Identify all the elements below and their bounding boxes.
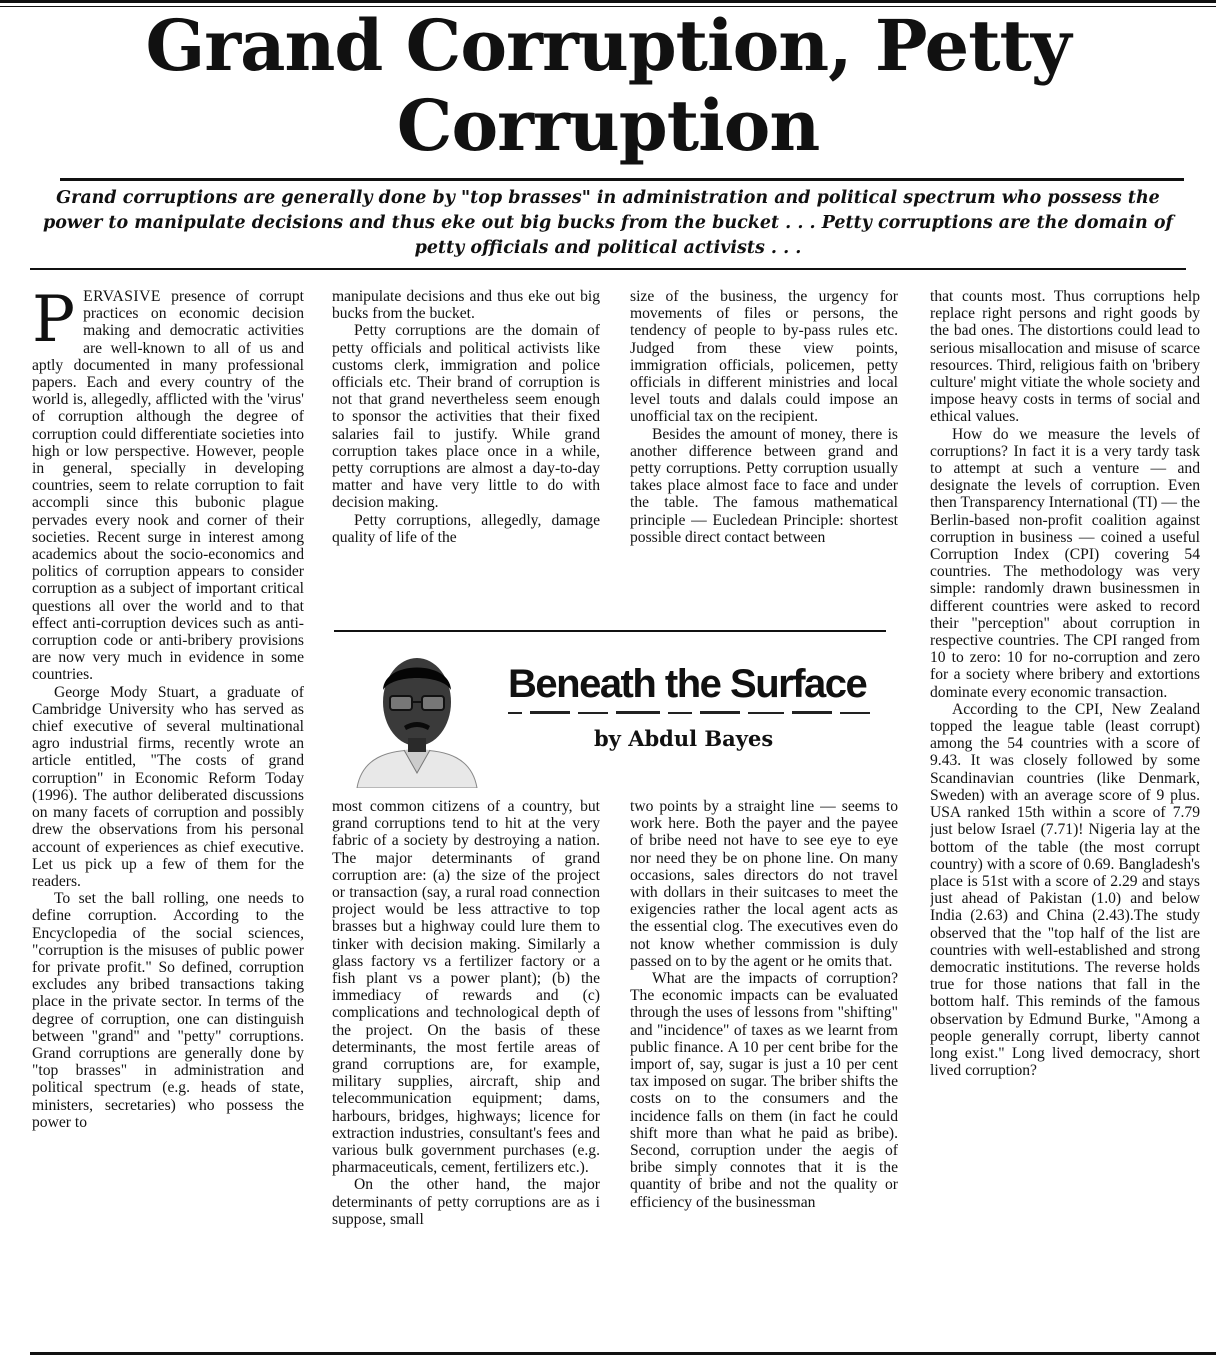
deck-rule-top [60, 178, 1184, 181]
paragraph: that counts most. Thus corruptions help replace right persons and right goods by the bad ones. The distortions could lead to serious misallocation and misuse of scarce resources. Third, religious faith on 'bribery culture' might vitiate the whole society and impose heavy costs in terms of social and ethical values. [930, 288, 1200, 426]
column-label-box [334, 630, 886, 792]
paragraph: most common citizens of a country, but grand corruptions tend to hit at the very fabric of a society by destroying a nation. The major determinants of grand corruption are: (a) the size of the project or transaction (say, a rural road connection project would be less attractive to top brasses but a highway could lure them to tinker with decision making. Similarly a glass factory vs a fertilizer factory or a fish plant vs a power plant); (b) the immediacy of rewards and (c) complications and technological depth of the project. On the basis of these determinants, the most fertile areas of grand corruptions are, for example, military supplies, aircraft, ship and telecommunication equipment; dams, harbours, bridges, highways; licence for extraction industries, consultant's fees and various bulk government purchases (e.g. pharmaceuticals, cement, fertilizers etc.). [332, 798, 600, 1177]
top-rule [0, 0, 1216, 3]
paragraph: To set the ball rolling, one needs to define corruption. According to the Encyclopedia of the social sciences, "corruption is the misuses of public power for private profit." So defined, corruption excludes any bribed transactions taking place in the private sector. In terms of the degree of corruption, one can distinguish between "grand" and "petty" corruptions. Grand corruptions are generally done by "top brasses" in administration and political spectrum (e.g. heads of state, ministers, secretaries) who possess the power to [32, 890, 304, 1131]
paragraph: On the other hand, the major determinants of petty corruptions are as i suppose, small [332, 1176, 600, 1228]
paragraph: What are the impacts of corruption? The economic impacts can be evaluated through the uses of lessons from "shifting" and "incidence" of taxes as we learnt from public finance. A 10 per cent bribe for the import of, say, sugar is just a 10 per cent tax imposed on sugar. The briber shifts the costs on to the consumers and the incidence falls on them (in fact he could shift more than what he paid as bribe). Second, corruption under the aegis of bribe simply connotes that it is the quantity of bribe and not the quality or efficiency of the businessman [630, 970, 898, 1211]
byline: by Abdul Bayes [594, 726, 774, 751]
dashed-rule [508, 710, 878, 716]
column-2-bottom [332, 798, 600, 1344]
lead-in: ERVASIVE [83, 288, 161, 305]
paragraph: How do we measure the levels of corruptions? In fact it is a very tardy task to attempt at such a venture — and designate the levels of corruption. Even then Transparency International (TI) — the Berlin-based non-profit coalition against corruption in business — coined a useful Corruption Index (CPI) covering 54 countries. The methodology was very simple: randomly drawn businessmen in different countries were asked to record their "perception" about corruption in respective countries. The CPI ranged from 10 to zero: 10 for no-corruption and zero for a society where bribery and extortions dominate every economic transaction. [930, 425, 1200, 701]
bottom-rule [30, 1352, 1216, 1355]
paragraph: manipulate decisions and thus eke out big bucks from the bucket. [332, 288, 600, 323]
paragraph: According to the CPI, New Zealand topped the league table (least corrupt) among the 54 countries with a score of 9.43. It was closely followed by some Scandinavian countries (like Denmark, Sweden) with an average score of 9 plus. USA ranked 15th within a score of 7.79 just below Israel (7.71)! Nigeria lay at the bottom of the table (the most corrupt country) with a score of 0.69. Bangladesh's place is 51st with a score of 2.29 and stays just ahead of Pakistan (1.0) and below India (2.63) and China (2.43).The study observed that the "top half of the list are countries with well-established and strong democratic institutions. The reverse holds true for those nations that fall in the bottom half. This reminds of the famous observation by Edmund Burke, "Among a people generally corrupt, liberty cannot long exist." Long lived democracy, short lived corruption? [930, 700, 1200, 1080]
author-photo [342, 638, 492, 788]
column-2-top [332, 288, 600, 614]
headline-line1: Grand Corruption, Petty [145, 4, 1071, 87]
column-1 [32, 288, 304, 1344]
column-label: Beneath the Surface [508, 662, 867, 706]
column-3-top [630, 288, 898, 614]
paragraph-text: presence of corrupt practices on economic decision making and democratic activities are well-known to all of us and aptly documented in many professional papers. Each and every country of the world is, allegedly, afflicted with the 'virus' of corruption although the degree of corruption could differentiate societies into high or low perspective. However, people in general, specially in developing countries, seem to relate corruption to fait accompli since this bubonic plague pervades every nook and corner of their societies. Recent surge in interest among academics about the socio-economics and politics of corruption appears to consider corruption as a subject of important critical questions all over the world and to that effect anti-corruption devices such as anti-corruption code or anti-bribery provisions are now very much in evidence in some countries. [32, 288, 304, 684]
paragraph: George Mody Stuart, a graduate of Cambridge University who has served as chief executive of several multinational agro industrial firms, recently wrote an article entitled, "The costs of grand corruption" in Economic Reform Today (1996). The author deliberated discussions on many facets of corruption and possibly drew the observations from his personal account of experiences as chief executive. Let us pick up a few of them for the readers. [32, 683, 304, 890]
paragraph: Petty corruptions, allegedly, damage quality of life of the [332, 511, 600, 546]
column-4 [930, 288, 1200, 1344]
box-rule-top [334, 630, 886, 632]
paragraph: Petty corruptions are the domain of petty officials and political activists like customs clerk, immigration and police officials etc. Their brand of corruption is not that grand nevertheless seem enough to sponsor the activities that their fixed salaries fail to justify. While grand corruption takes place once in a while, petty corruptions are almost a day-to-day matter and have very little to do with decision making. [332, 322, 600, 512]
paragraph: two points by a straight line — seems to work here. Both the payer and the payee of bribe need not have to see eye to eye nor need they be on phone line. On many occasions, sales directors do not travel with dollars in their suitcases to meet the exigencies rather the local agent acts as the essential clog. The executives even do not know whether commission is duly passed on to by the agent or he omits that. [630, 798, 898, 970]
paragraph [32, 288, 304, 684]
paragraph: size of the business, the urgency for movements of files or persons, the tendency of people to by-pass rules etc. Judged from these view points, immigration officials, policemen, petty officials in different ministries and local level touts and dalals could impose an unofficial tax on the recipient. [630, 288, 898, 426]
deck: Grand corruptions are generally done by "top brasses" in administration and political spectrum who possess the power to manipulate decisions and thus eke out big bucks from the bucket . . . Petty corruptions are the domain of petty officials and political activists . . . [42, 188, 1174, 258]
paragraph: Besides the amount of money, there is another difference between grand and petty corruptions. Petty corruption usually takes place almost face to face and under the table. The famous mathematical principle — Eucledean Principle: shortest possible direct contact between [630, 425, 898, 546]
column-3-bottom [630, 798, 898, 1344]
headline-line2: Corruption [396, 84, 820, 167]
drop-cap: P [32, 288, 76, 357]
deck-rule-bottom [30, 268, 1186, 270]
